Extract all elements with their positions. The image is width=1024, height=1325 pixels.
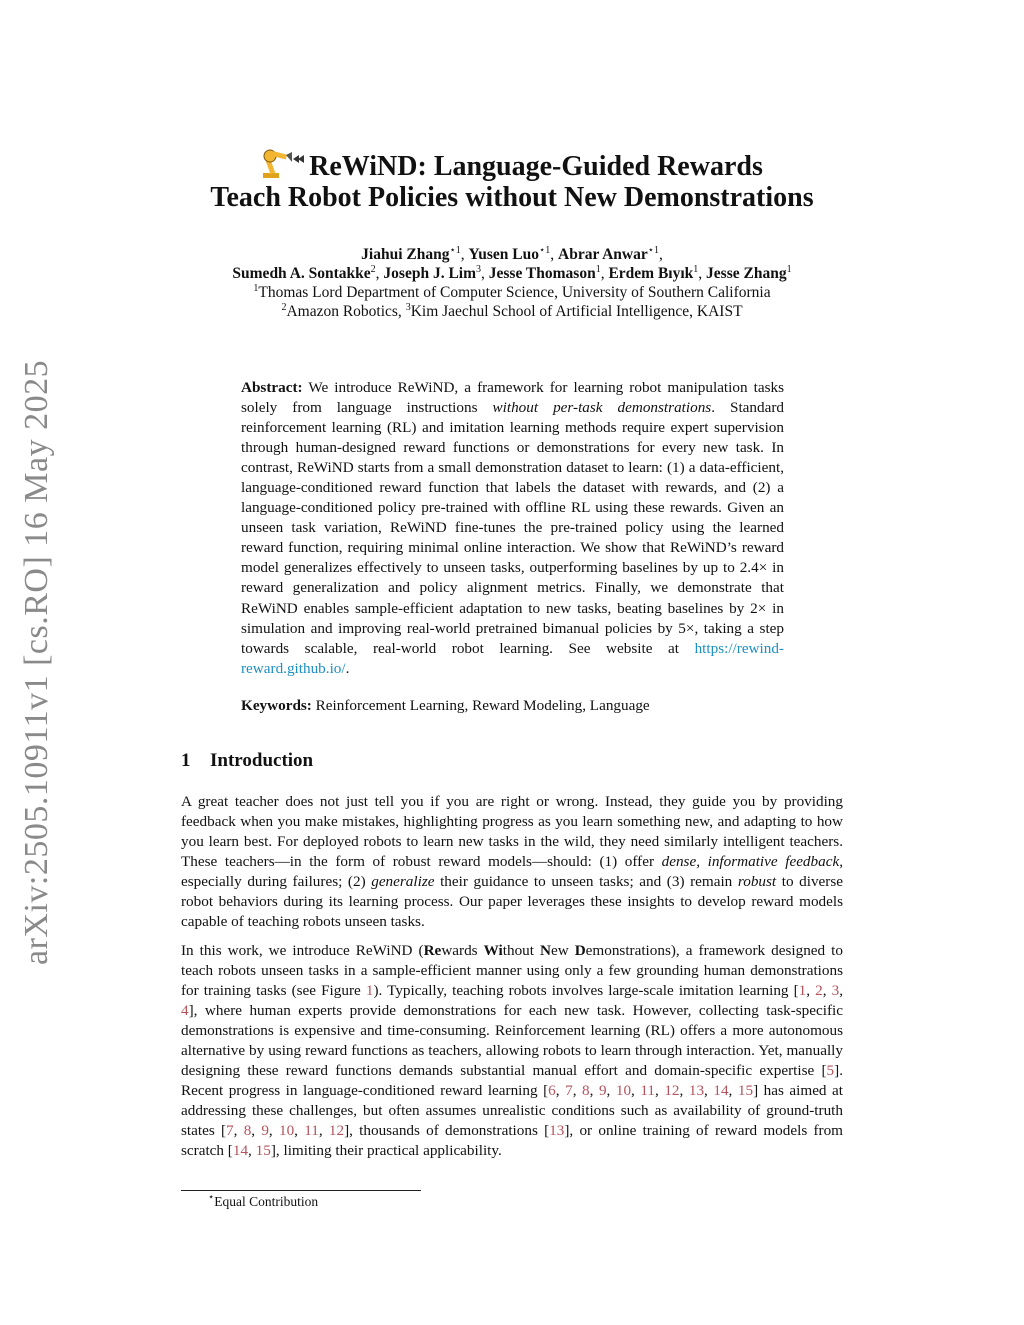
affiliation-line-2	[0, 302, 1024, 321]
author: Jiahui Zhang	[361, 246, 450, 263]
keywords-text: Reinforcement Learning, Reward Modeling, Language	[311, 697, 650, 714]
author-sup: 3	[476, 264, 482, 275]
citation-link[interactable]: 7	[226, 1122, 234, 1140]
footnote	[208, 1193, 318, 1210]
text: A great teacher does not just tell you if you are right or wrong. Instead, they guide you by providing feedback when you make mistakes, highlighting progress as you learn something new, and adapting to how you learn best. For deployed robots to learn new tasks in the wild, they need similarly intelligent teachers. These teachers—in the form of robust reward models—should: (1) offer	[181, 793, 843, 871]
paper-title-text-1: ReWiND: Language-Guided Rewards	[309, 151, 763, 182]
citation-link[interactable]: 13	[688, 1082, 705, 1100]
citation-link[interactable]: 15	[737, 1082, 754, 1100]
text: wards	[441, 942, 484, 959]
text: thout	[502, 942, 540, 959]
text: ], limiting their practical applicability.	[270, 1142, 502, 1160]
section-number: 1	[181, 750, 191, 771]
keywords	[241, 696, 784, 716]
footnote-mark: ⋆	[208, 1192, 215, 1203]
affiliation-sup: 1	[253, 283, 259, 294]
author: Abrar Anwar	[558, 246, 648, 263]
affiliation: Kim Jaechul School of Artificial Intelligence, KAIST	[410, 303, 743, 320]
citation-link[interactable]: 11	[640, 1082, 655, 1100]
section-title: Introduction	[210, 750, 314, 771]
italic-text: generalize	[371, 873, 435, 891]
text: ] has aimed at addressing these challenges, but often assumes unrealistic conditions such as availability of ground-truth states [	[181, 1082, 844, 1140]
citation-link[interactable]: 10	[278, 1122, 295, 1140]
text: to diverse robot behaviors during its learning process. Our paper leverages these insights to develop reward models capable of teaching robots unseen tasks.	[181, 873, 843, 931]
text: ew	[550, 942, 575, 959]
website-link[interactable]: https://rewind-reward.github.io/	[241, 639, 784, 677]
citation-link[interactable]: 12	[664, 1082, 680, 1100]
citation-link[interactable]: 4	[181, 1002, 189, 1020]
author: Erdem Bıyık	[608, 265, 694, 282]
citation-link[interactable]: 9	[598, 1082, 607, 1100]
citation-link[interactable]: 14	[232, 1142, 249, 1160]
italic-text: robust	[737, 873, 777, 891]
affiliation-sup: 2	[281, 302, 287, 313]
abstract-label: Abstract:	[241, 379, 303, 396]
bold-letter: Wi	[483, 942, 503, 959]
bold-letter: N	[540, 942, 551, 959]
citation-link[interactable]: 5	[826, 1062, 835, 1080]
intro-paragraph-2: In this work, we introduce ReWiND (Rewards Without New Demonstrations), a framework designed to teach robots unseen tasks in a sample-efficient manner using only a few grounding human demonstrations for training tasks (see Figure 1). Typically, teaching robots involves large-scale imitation learning [1, 2, 3, 4], where human experts provide demonstrations for each new task. However, collecting task-specific demonstrations is expensive and time-consuming. Reinforcement learning (RL) offers a more autonomous alternative by using reward functions as teachers, allowing robots to learn through interaction. Yet, manually designing these reward functions demands substantial manual effort and domain-specific expertise [5]. Recent progress in language-conditioned reward learning [6, 7, 8, 9, 10, 11, 12, 13, 14, 15] has aimed at addressing these challenges, but often assumes unrealistic conditions such as availability of ground-truth states [7, 8, 9, 10, 11, 12], thousands of demonstrations [13], or online training of reward models from scratch [14, 15], limiting their practical applicability.	[181, 942, 844, 1160]
author: Sumedh A. Sontakke	[232, 265, 371, 282]
abstract-text: We introduce ReWiND, a framework for learning robot manipulation tasks solely from language instructions	[241, 379, 784, 417]
abstract-italic: without per-task demonstrations	[492, 399, 712, 417]
citation-link[interactable]: 8	[582, 1082, 590, 1100]
italic-text: dense, informative feedback	[661, 853, 840, 871]
text: emonstrations), a framework designed to teach robots unseen tasks in a sample-efficient manner using only a few grounding human demonstrations for training tasks (see Figure	[181, 942, 843, 1000]
citation-link[interactable]: 1	[798, 982, 807, 1000]
paper-title-line-2: Teach Robot Policies without New Demonstrations	[210, 182, 814, 213]
author-sup: ⋆1	[647, 245, 659, 256]
author: Jesse Zhang	[706, 265, 787, 282]
citation-link[interactable]: 8	[243, 1122, 252, 1140]
author-sup: ⋆1	[538, 245, 551, 256]
text: , especially during failures; (2)	[181, 853, 843, 891]
abstract-text: . Standard reinforcement learning (RL) and imitation learning methods require expert supervision through human-designed reward functions or demonstrations for every new task. In contrast, ReWiND starts from a small demonstration dataset to learn: (1) a data-efficient, language-conditioned reward function that labels the dataset with rewards, and (2) a language-conditioned policy pre-trained with offline RL using these rewards. Given an unseen task variation, ReWiND fine-tunes the pre-trained policy using the learned reward function, requiring minimal online interaction. We show that ReWiND’s reward model generalizes effectively to unseen tasks, outperforming baselines by up to 2.4× in reward generalization and policy alignment metrics. Finally, we demonstrate that ReWiND enables sample-efficient adaptation to new tasks, beating baselines by 2× in simulation and improving real-world pretrained bimanual policies by 5×, taking a step towards scalable, real-world robot learning. See website at	[241, 399, 784, 657]
intro-paragraph-1	[181, 792, 843, 932]
text: ], or online training of reward models from scratch [	[181, 1122, 843, 1160]
citation-link[interactable]: 6	[548, 1082, 556, 1100]
author-sup: ⋆1	[449, 245, 461, 256]
bold-letter: D	[574, 942, 586, 959]
text: their guidance to unseen tasks; and (3) remain	[434, 873, 738, 891]
author: Yusen Luo	[468, 246, 539, 263]
footnote-rule	[181, 1190, 421, 1191]
bold-letter: Re	[423, 942, 442, 959]
citation-link[interactable]: 2	[815, 982, 823, 1000]
author-sup: 1	[595, 264, 601, 275]
citation-link[interactable]: 11	[304, 1122, 319, 1140]
keywords-label: Keywords:	[241, 697, 312, 714]
author: Joseph J. Lim	[383, 265, 477, 282]
text: ]. Recent progress in language-conditioned reward learning [	[181, 1062, 843, 1100]
footnote-text: Equal Contribution	[214, 1194, 319, 1209]
affiliation-sup: 3	[405, 302, 411, 313]
text: In this work, we introduce ReWiND (	[181, 942, 424, 959]
author-line-2: Sumedh A. Sontakke$^2$, Joseph J. Lim$^3$, Jesse Thomason$^1$, Erdem Bıyık$^1$, Jesse Zhang$^1$	[232, 264, 792, 282]
citation-link[interactable]: 15	[255, 1142, 271, 1160]
author-sup: 1	[693, 264, 699, 275]
text: ], thousands of demonstrations [	[344, 1122, 550, 1140]
citation-link[interactable]: 14	[713, 1082, 729, 1100]
text: ], where human experts provide demonstrations for each new task. However, collecting task-specific demonstrations is expensive and time-consuming. Reinforcement learning (RL) offers a more autonomous alternative by using reward functions as teachers, allowing robots to learn through interaction. Yet, manually designing these reward functions demands substantial manual effort and domain-specific expertise [	[181, 1002, 843, 1080]
arxiv-stamp: arXiv:2505.10911v1 [cs.RO] 16 May 2025	[18, 359, 55, 965]
author-sup: 2	[370, 264, 376, 275]
text: ). Typically, teaching robots involves large-scale imitation learning [	[373, 982, 799, 1000]
author: Jesse Thomason	[488, 265, 596, 282]
citation-link[interactable]: 13	[549, 1122, 565, 1140]
citation-link[interactable]: 12	[328, 1122, 345, 1140]
affiliation-line-1	[0, 283, 1024, 302]
citation-link[interactable]: 10	[615, 1082, 632, 1100]
author-sup: 1	[786, 264, 792, 275]
author-line-1: Jiahui Zhang$^{⋆1}$, Yusen Luo$^{⋆1}$, Abrar Anwar$^{⋆1}$,	[361, 245, 663, 263]
section-heading	[181, 749, 313, 773]
figure-ref-link[interactable]: 1	[365, 982, 374, 1000]
citation-link[interactable]: 7	[565, 1082, 573, 1100]
abstract	[241, 378, 784, 679]
affiliation: Thomas Lord Department of Computer Science, University of Southern California	[258, 284, 771, 301]
citation-link[interactable]: 3	[831, 982, 840, 1000]
abstract-text: .	[345, 659, 350, 677]
affiliation: Amazon Robotics,	[286, 303, 406, 320]
citation-link[interactable]: 9	[261, 1122, 269, 1140]
